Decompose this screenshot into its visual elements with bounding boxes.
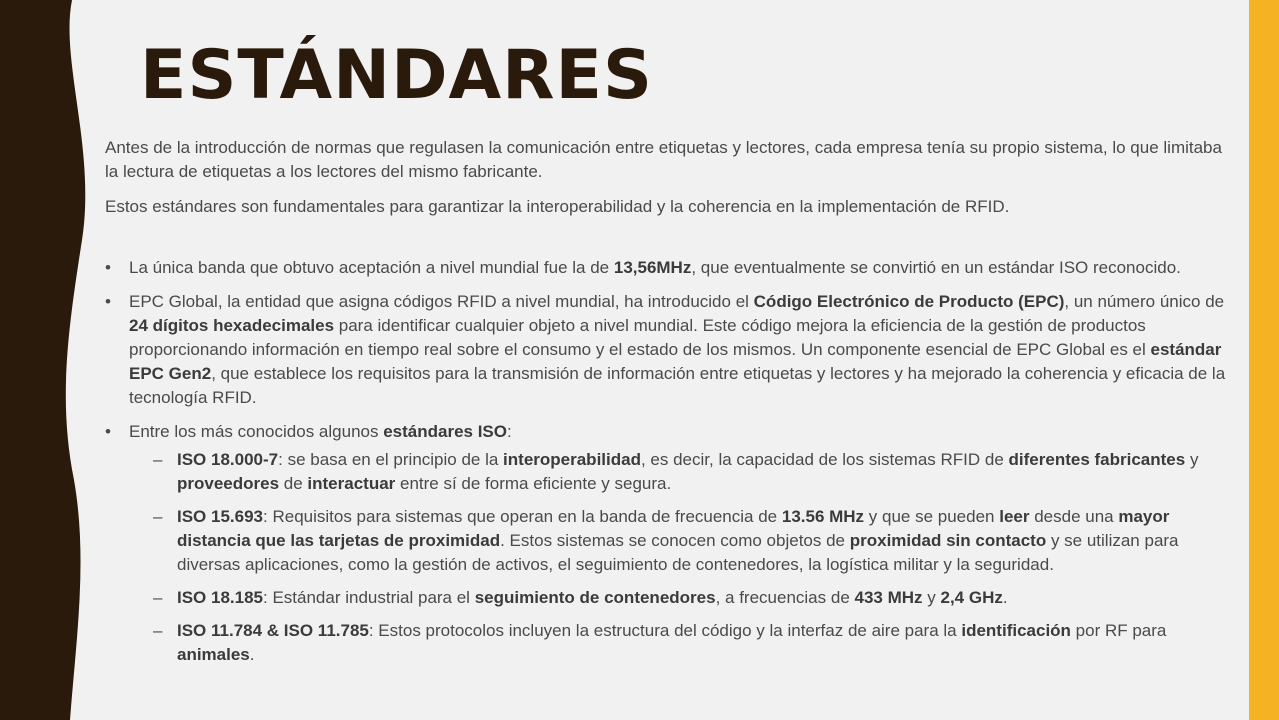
wave-decoration [0, 0, 110, 720]
slide-content [105, 136, 1235, 677]
accent-bar [1249, 0, 1279, 720]
intro-paragraph: Antes de la introducción de normas que regulasen la comunicación entre etiquetas y lectores, cada empresa tenía su propio sistema, lo que limitaba la lectura de etiquetas a los lectores del mismo fabricante. [105, 138, 1222, 181]
bullet-item: • La única banda que obtuvo aceptación a nivel mundial fue la de 13,56MHz, que eventualmente se convirtió en un estándar ISO reconocido. [105, 256, 1235, 280]
sub-bullet-item: – ISO 18.000-7: se basa en el principio de la interoperabilidad, es decir, la capacidad de los sistemas RFID de diferentes fabricantes y proveedores de interactuar entre sí de forma eficiente y segura. [129, 448, 1235, 496]
intro-paragraph: Estos estándares son fundamentales para garantizar la interoperabilidad y la coherencia en la implementación de RFID. [105, 197, 1010, 216]
slide-title: ESTÁNDARES [140, 36, 653, 115]
bullet-item: • EPC Global, la entidad que asigna códigos RFID a nivel mundial, ha introducido el Código Electrónico de Producto (EPC), un número único de 24 dígitos hexadecimales para identificar cualquier objeto a nivel mundial. Este código mejora la eficiencia de la gestión de productos proporcionando información en tiempo real sobre el consumo y el estado de los mismos. Un componente esencial de EPC Global es el estándar EPC Gen2, que establece los requisitos para la transmisión de información entre etiquetas y lectores y ha mejorado la coherencia y eficacia de la tecnología RFID. [105, 290, 1235, 410]
sub-bullet-item: – ISO 11.784 & ISO 11.785: Estos protocolos incluyen la estructura del código y la interfaz de aire para la identificación por RF para animales. [129, 619, 1235, 667]
bullet-list [105, 256, 1235, 667]
sub-bullet-item: – ISO 18.185: Estándar industrial para el seguimiento de contenedores, a frecuencias de 433 MHz y 2,4 GHz. [129, 586, 1235, 610]
sub-bullet-list [129, 448, 1235, 667]
bullet-item: • Entre los más conocidos algunos estándares ISO: – ISO 18.000-7: se basa en el principio de la interoperabilidad, es decir, la capacidad de los sistemas RFID de diferentes fabricantes y proveedores de interactuar entre sí de forma eficiente y segura. – ISO 15.693: Requisitos para sistemas que operan en la banda de frecuencia de 13.56 MHz y que se pueden leer desde una mayor distancia que las tarjetas de proximidad. Estos sistemas se conocen como objetos de proximidad sin contacto y se utilizan para diversas aplicaciones, como la gestión de activos, el seguimiento de contenedores, la logística militar y la seguridad. – ISO 18.185: Estándar industrial para el seguimiento de contenedores, a frecuencias de 433 MHz y 2,4 GHz. – ISO 11.784 & ISO 11.785: Estos protocolos incluyen la estructura del código y la interfaz de aire para la identificación por RF para animales. [105, 420, 1235, 667]
spacer [105, 230, 1235, 256]
sub-bullet-item: – ISO 15.693: Requisitos para sistemas que operan en la banda de frecuencia de 13.56 MHz y que se pueden leer desde una mayor distancia que las tarjetas de proximidad. Estos sistemas se conocen como objetos de proximidad sin contacto y se utilizan para diversas aplicaciones, como la gestión de activos, el seguimiento de contenedores, la logística militar y la seguridad. [129, 505, 1235, 577]
